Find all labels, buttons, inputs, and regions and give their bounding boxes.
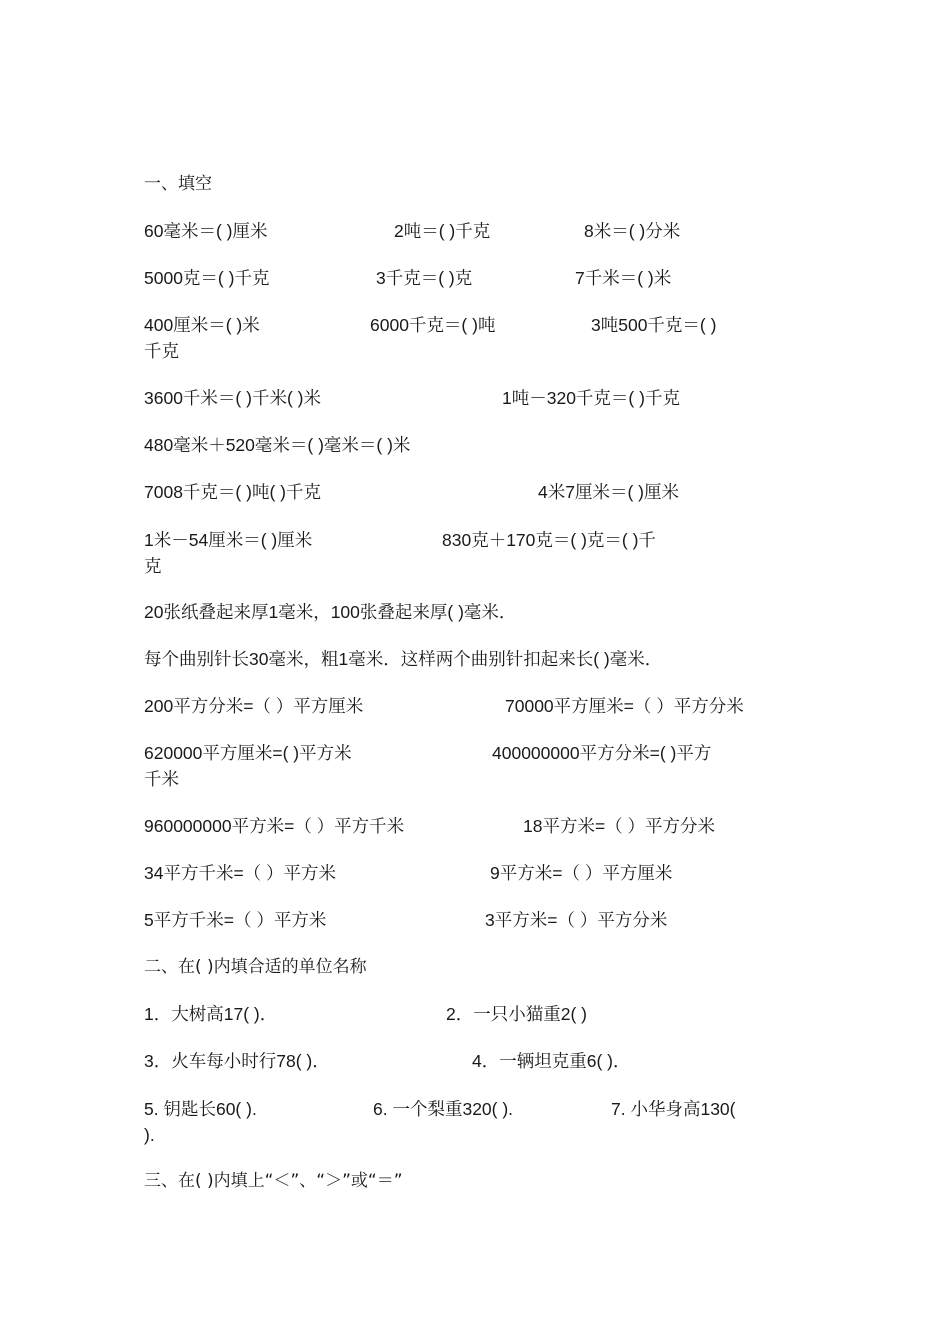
question: 9平方米=（ ）平方厘米 <box>490 863 673 883</box>
question: 3吨500千克＝( ) <box>591 315 717 335</box>
question: 8米＝( )分米 <box>584 221 681 241</box>
question: 34平方千米=（ ）平方米 <box>144 863 337 883</box>
question: 4．一辆坦克重6( )． <box>472 1051 631 1071</box>
question: 5. 钥匙长60( ). <box>144 1099 257 1119</box>
question: 70000平方厘米=（ ）平方分米 <box>505 696 744 716</box>
question: 960000000平方米=（ ）平方千米 <box>144 816 405 836</box>
question: 3平方米=（ ）平方分米 <box>485 910 668 930</box>
question: 400000000平方分米=( )平方 <box>492 743 712 763</box>
question: 5平方千米=（ ）平方米 <box>144 910 327 930</box>
question: 3．火车每小时行78( )． <box>144 1051 330 1071</box>
question: 3千克＝( )克 <box>376 268 473 288</box>
unit-row-3-continuation: ). <box>144 1125 155 1145</box>
question: 830克＋170克＝( )克＝( )千 <box>442 530 656 550</box>
question: 7. 小华身高130( <box>611 1099 736 1119</box>
question: 2．一只小猫重2( ) <box>446 1004 587 1024</box>
question: 1吨－320千克＝( )千克 <box>502 388 680 408</box>
section-2-title: 二、在( )内填合适的单位名称 <box>144 957 367 977</box>
question: 200平方分米=（ ）平方厘米 <box>144 696 364 716</box>
question: 480毫米＋520毫米＝( )毫米＝( )米 <box>144 435 411 455</box>
fill-row-3-continuation: 千克 <box>144 341 179 361</box>
question: 6. 一个梨重320( ). <box>373 1099 514 1119</box>
question: 60毫米＝( )厘米 <box>144 221 268 241</box>
question: 620000平方厘米=( )平方米 <box>144 743 352 763</box>
question: 4米7厘米＝( )厘米 <box>538 482 679 502</box>
question: 1米－54厘米＝( )厘米 <box>144 530 313 550</box>
section-1-title: 一、填空 <box>144 174 212 194</box>
question: 7千米＝( )米 <box>575 268 672 288</box>
question: 每个曲别针长30毫米，粗1毫米．这样两个曲别针扣起来长( )毫米． <box>144 649 663 669</box>
question: 5000克＝( )千克 <box>144 268 270 288</box>
question: 7008千克＝( )吨( )千克 <box>144 482 321 502</box>
question: 18平方米=（ ）平方分米 <box>523 816 716 836</box>
question: 2吨＝( )千克 <box>394 221 491 241</box>
fill-row-7-continuation: 克 <box>144 556 162 576</box>
question: 3600千米＝( )千米( )米 <box>144 388 321 408</box>
question: 1．大树高17( )． <box>144 1004 278 1024</box>
question: 6000千克＝( )吨 <box>370 315 496 335</box>
fill-row-11-continuation: 千米 <box>144 769 179 789</box>
question: 20张纸叠起来厚1毫米，100张叠起来厚( )毫米． <box>144 602 517 622</box>
question: 400厘米＝( )米 <box>144 315 260 335</box>
section-3-title: 三、在( )内填上“＜”、“＞”或“＝” <box>144 1171 403 1191</box>
